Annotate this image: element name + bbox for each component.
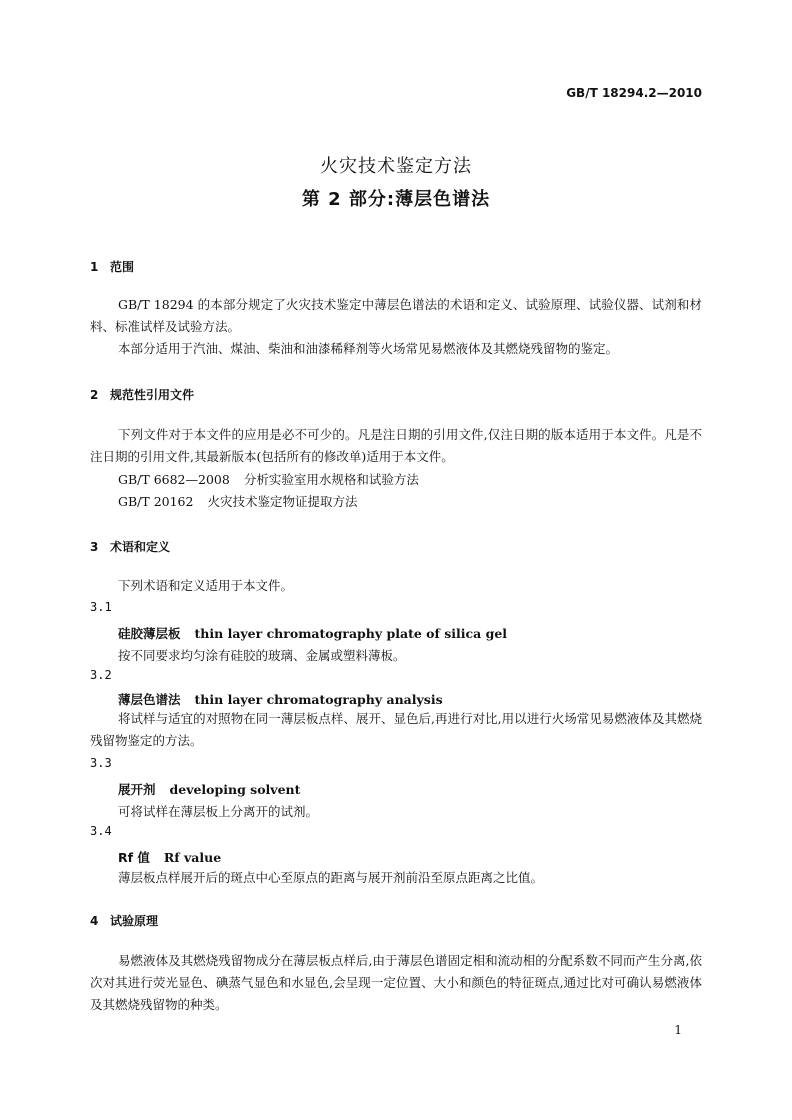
section-3-heading [90,538,170,555]
section-title: 术语和定义 [110,540,171,554]
section-2-heading [90,386,194,403]
term-number: 3.1 [90,600,112,614]
section-1-paragraph-1: GB/T 18294 的本部分规定了火灾技术鉴定中薄层色谱法的术语和定义、试验原理、试验仪器、试剂和材料、标准试样及试验方法。 [90,297,702,334]
reference-title: 火灾技术鉴定物证提取方法 [207,494,358,509]
section-1-paragraph-2: 本部分适用于汽油、煤油、柴油和油漆稀释剂等火场常见易燃液体及其燃烧残留物的鉴定。 [118,341,619,356]
section-title: 规范性引用文件 [110,388,195,402]
term-en: thin layer chromatography analysis [194,692,443,707]
reference-item [118,492,357,510]
section-4-heading [90,912,158,929]
section-1-heading [90,258,134,275]
section-title: 范围 [110,260,135,274]
term-number: 3.2 [90,668,112,682]
term-zh: 硅胶薄层板 [118,626,181,641]
term-number: 3.4 [90,824,112,838]
term-heading [118,690,443,708]
section-number: 4 [90,914,99,928]
term-number: 3.3 [90,756,112,770]
term-zh: 薄层色谱法 [118,692,181,707]
section-number: 1 [90,260,99,274]
term-definition: 将试样与适宜的对照物在同一薄层板点样、展开、显色后,再进行对比,用以进行火场常见易燃液体及其燃烧残留物鉴定的方法。 [90,711,702,748]
term-heading [118,780,300,798]
reference-title: 分析实验室用水规格和试验方法 [243,472,419,487]
standard-code: GB/T 18294.2—2010 [566,86,702,100]
term-zh: 展开剂 [118,782,156,797]
term-en: Rf value [163,850,222,865]
section-2-paragraph-1: 下列文件对于本文件的应用是必不可少的。凡是注日期的引用文件,仅注日期的版本适用于本文件。凡是不注日期的引用文件,其最新版本(包括所有的修改单)适用于本文件。 [90,427,702,464]
section-3-intro: 下列术语和定义适用于本文件。 [118,578,294,593]
term-definition: 按不同要求均匀涂有硅胶的玻璃、金属或塑料薄板。 [118,648,406,663]
term-definition: 薄层板点样展开后的斑点中心至原点的距离与展开剂前沿至原点距离之比值。 [118,870,544,885]
reference-item [118,470,419,488]
section-number: 3 [90,540,99,554]
section-title: 试验原理 [110,914,159,928]
term-heading [118,624,507,642]
term-zh: Rf 值 [118,850,150,865]
reference-code: GB/T 6682—2008 [118,472,230,487]
section-number: 2 [90,388,99,402]
section-4-paragraph-1: 易燃液体及其燃烧残留物成分在薄层板点样后,由于薄层色谱固定相和流动相的分配系数不同而产生分离,依次对其进行荧光显色、碘蒸气显色和水显色,会呈现一定位置、大小和颜色的特征斑点,通过比对可确认易燃液体及其燃烧残留物的种类。 [90,953,702,1012]
term-en: developing solvent [169,782,301,797]
page-number: 1 [674,1023,682,1037]
document-title: 火灾技术鉴定方法 [320,156,472,177]
document-subtitle: 第 2 部分:薄层色谱法 [301,189,491,210]
term-heading [118,848,221,866]
reference-code: GB/T 20162 [118,494,194,509]
term-definition: 可将试样在薄层板上分离开的试剂。 [118,804,319,819]
term-en: thin layer chromatography plate of silica gel [194,626,508,641]
